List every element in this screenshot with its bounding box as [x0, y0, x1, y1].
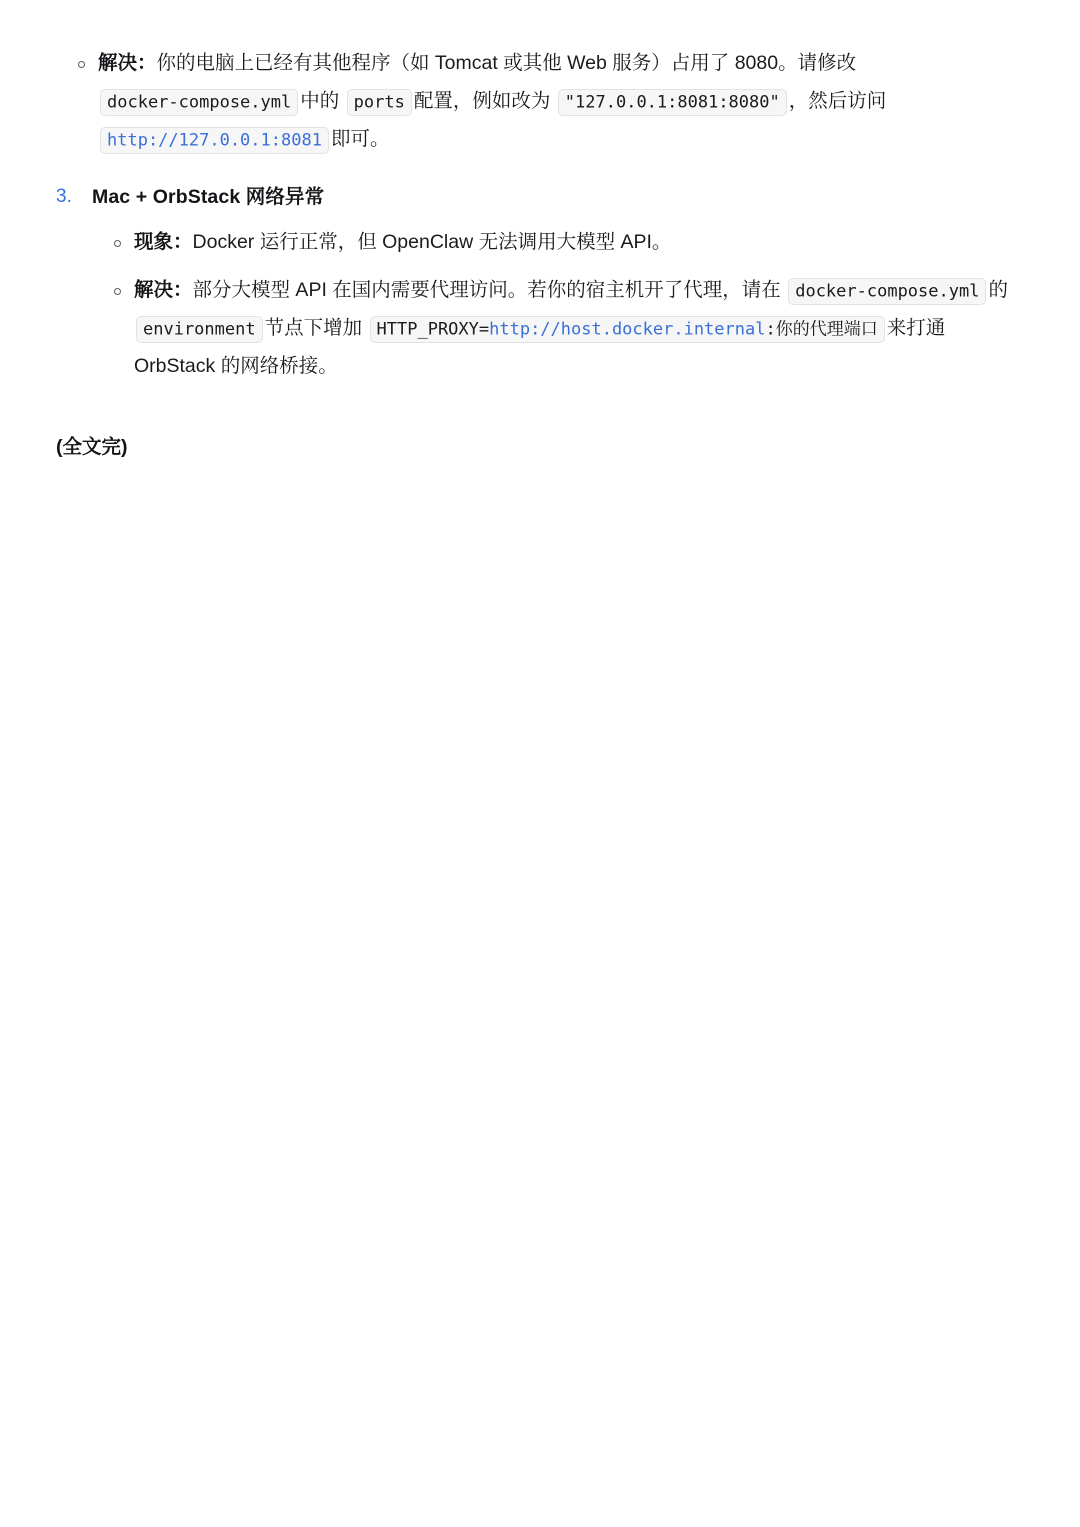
solution-text-2: 中的	[300, 90, 340, 113]
solution-text-1: 你的电脑上已经有其他程序（如 Tomcat 或其他 Web 服务）占用了 8080。请修改	[156, 52, 857, 74]
solution-text-3: 配置，例如改为	[413, 90, 551, 113]
code-docker-compose-yml: docker-compose.yml	[100, 89, 298, 116]
code-http-proxy-prefix: HTTP_PROXY=	[376, 319, 490, 340]
code-http-proxy-url: http://host.docker.internal	[489, 319, 766, 340]
solution-text-5: 即可。	[330, 128, 390, 151]
list-item	[92, 223, 1024, 261]
section-3-heading	[56, 180, 1024, 385]
solution-label: 解决：	[134, 279, 193, 302]
solution-text-3: 节点下增加	[264, 317, 363, 340]
solution-text-4: ，然后访问	[788, 90, 887, 113]
code-environment: environment	[136, 316, 263, 343]
section-3-title: Mac + OrbStack 网络异常	[92, 186, 325, 209]
list-item	[92, 271, 1024, 385]
section-3-marker: 3.	[56, 186, 72, 208]
section-3	[56, 180, 1024, 385]
code-localhost-url[interactable]: http://127.0.0.1:8081	[100, 127, 329, 154]
code-port-mapping: "127.0.0.1:8081:8080"	[558, 89, 787, 116]
list-item	[56, 44, 1024, 158]
solution-port-list	[56, 44, 1024, 158]
code-http-proxy	[370, 316, 885, 343]
solution-text-2: 的	[988, 279, 1008, 302]
section-3-items	[92, 223, 1024, 385]
phenomenon-label: 现象：	[134, 231, 193, 254]
solution-text-4: 来打通 OrbStack 的网络桥接。	[134, 317, 946, 378]
solution-text-1: 部分大模型 API 在国内需要代理访问。若你的宿主机开了代理，请在	[192, 279, 781, 302]
code-http-proxy-suffix: :你的代理端口	[765, 319, 878, 340]
phenomenon-text: Docker 运行正常，但 OpenClaw 无法调用大模型 API。	[192, 231, 672, 254]
solution-label: 解决：	[98, 52, 157, 74]
code-docker-compose-yml: docker-compose.yml	[788, 278, 986, 305]
code-ports: ports	[347, 89, 412, 116]
closing-note: (全文完)	[56, 436, 128, 459]
